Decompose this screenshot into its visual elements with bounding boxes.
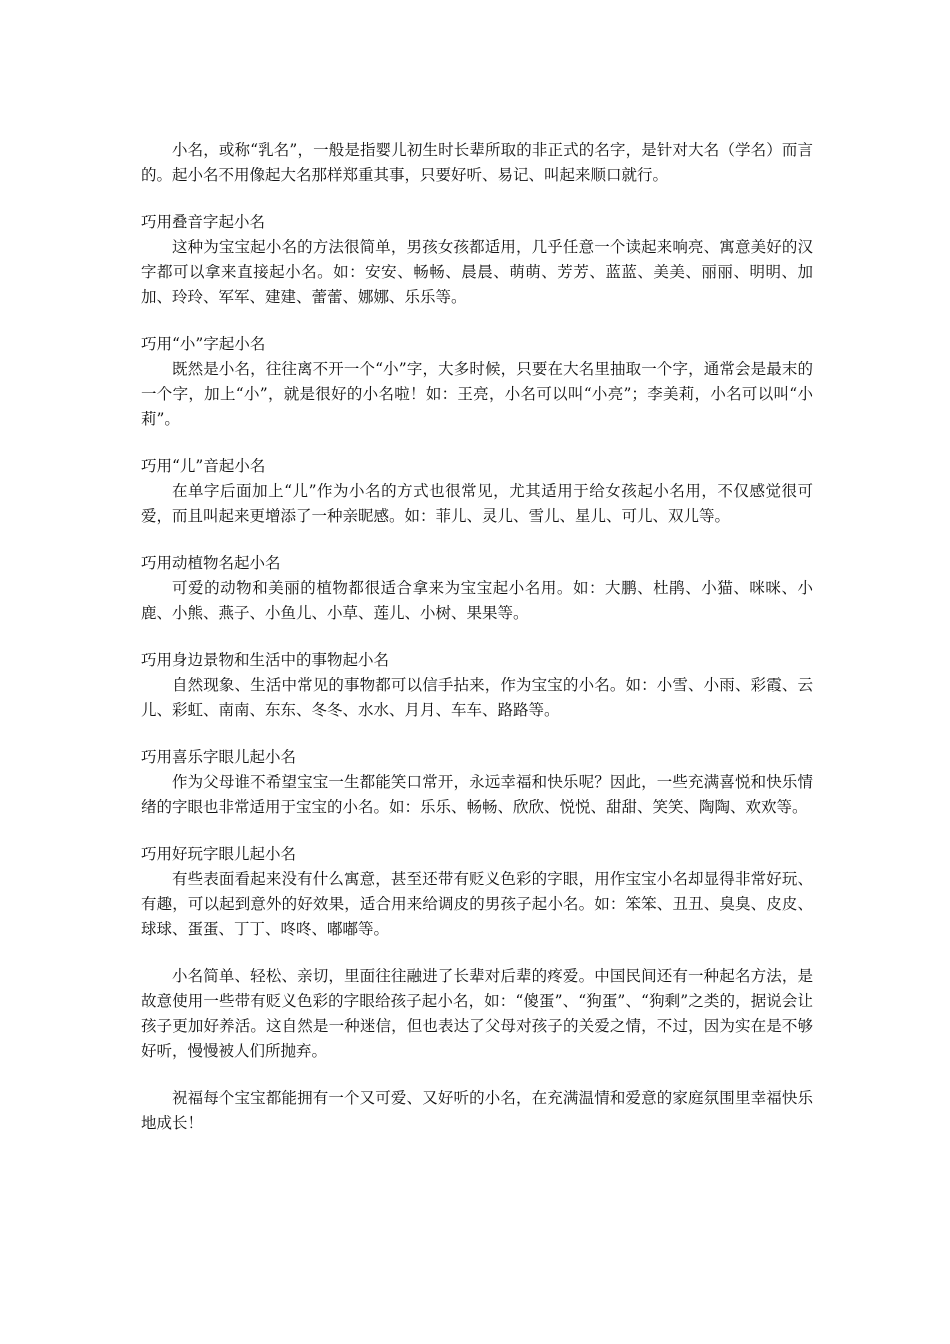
section-body: 作为父母谁不希望宝宝一生都能笑口常开，永远幸福和快乐呢？因此，一些充满喜悦和快乐情绪的字眼也非常适用于宝宝的小名。如：乐乐、畅畅、欣欣、悦悦、甜甜、笑笑、陶陶、欢欢等。 — [141, 773, 813, 816]
section-er-sound — [141, 454, 813, 529]
section-body: 可爱的动物和美丽的植物都很适合拿来为宝宝起小名用。如：大鹏、杜鹃、小猫、咪咪、小鹿、小熊、燕子、小鱼儿、小草、莲儿、小树、果果等。 — [141, 579, 813, 622]
section-heading: 巧用“小”字起小名 — [141, 335, 266, 353]
section-reduplicated-characters — [141, 210, 813, 310]
section-body: 有些表面看起来没有什么寓意，甚至还带有贬义色彩的字眼，用作宝宝小名却显得非常好玩、有趣，可以起到意外的好效果，适合用来给调皮的男孩子起小名。如：笨笨、丑丑、臭臭、皮皮、球球、蛋蛋、丁丁、咚咚、嘟嘟等。 — [141, 870, 813, 938]
section-body: 既然是小名，往往离不开一个“小”字，大多时候，只要在大名里抽取一个字，通常会是最末的一个字，加上“小”，就是很好的小名啦！如：王亮，小名可以叫“小亮”；李美莉，小名可以叫“小莉”。 — [141, 360, 813, 428]
section-joyful-words — [141, 745, 813, 820]
section-heading: 巧用身边景物和生活中的事物起小名 — [141, 651, 390, 669]
section-heading: 巧用喜乐字眼儿起小名 — [141, 748, 297, 766]
spacer — [141, 723, 813, 745]
section-body: 这种为宝宝起小名的方法很简单，男孩女孩都适用，几乎任意一个读起来响亮、寓意美好的汉字都可以拿来直接起小名。如：安安、畅畅、晨晨、萌萌、芳芳、蓝蓝、美美、丽丽、明明、加加、玲玲、军军、建建、蕾蕾、娜娜、乐乐等。 — [141, 238, 813, 306]
spacer — [141, 529, 813, 551]
section-scenery-daily-things — [141, 648, 813, 723]
section-heading: 巧用动植物名起小名 — [141, 554, 281, 572]
spacer — [141, 188, 813, 210]
spacer — [141, 626, 813, 648]
intro-paragraph: 小名，或称“乳名”，一般是指婴儿初生时长辈所取的非正式的名字，是针对大名（学名）而言的。起小名不用像起大名那样郑重其事，只要好听、易记、叫起来顺口就行。 — [141, 141, 813, 184]
section-body: 在单字后面加上“儿”作为小名的方式也很常见，尤其适用于给女孩起小名用，不仅感觉很可爱，而且叫起来更增添了一种亲昵感。如：菲儿、灵儿、雪儿、星儿、可儿、双儿等。 — [141, 482, 813, 525]
section-playful-words — [141, 842, 813, 942]
closing-paragraph: 小名简单、轻松、亲切，里面往往融进了长辈对后辈的疼爱。中国民间还有一种起名方法，是故意使用一些带有贬义色彩的字眼给孩子起小名，如：“傻蛋”、“狗蛋”、“狗剩”之类的，据说会让孩子更加好养活。这自然是一种迷信，但也表达了父母对孩子的关爱之情，不过，因为实在是不够好听，慢慢被人们所抛弃。 — [141, 967, 813, 1060]
spacer — [141, 1064, 813, 1086]
blessing-paragraph: 祝福每个宝宝都能拥有一个又可爱、又好听的小名，在充满温情和爱意的家庭氛围里幸福快乐地成长！ — [141, 1089, 813, 1132]
section-xiao-character — [141, 332, 813, 432]
section-heading: 巧用好玩字眼儿起小名 — [141, 845, 297, 863]
section-heading: 巧用“儿”音起小名 — [141, 457, 266, 475]
section-heading: 巧用叠音字起小名 — [141, 213, 266, 231]
spacer — [141, 820, 813, 842]
document-page — [141, 138, 813, 1136]
section-body: 自然现象、生活中常见的事物都可以信手拈来，作为宝宝的小名。如：小雪、小雨、彩霞、云儿、彩虹、南南、东东、冬冬、水水、月月、车车、路路等。 — [141, 676, 813, 719]
spacer — [141, 310, 813, 332]
spacer — [141, 942, 813, 964]
section-animals-plants — [141, 551, 813, 626]
spacer — [141, 432, 813, 454]
